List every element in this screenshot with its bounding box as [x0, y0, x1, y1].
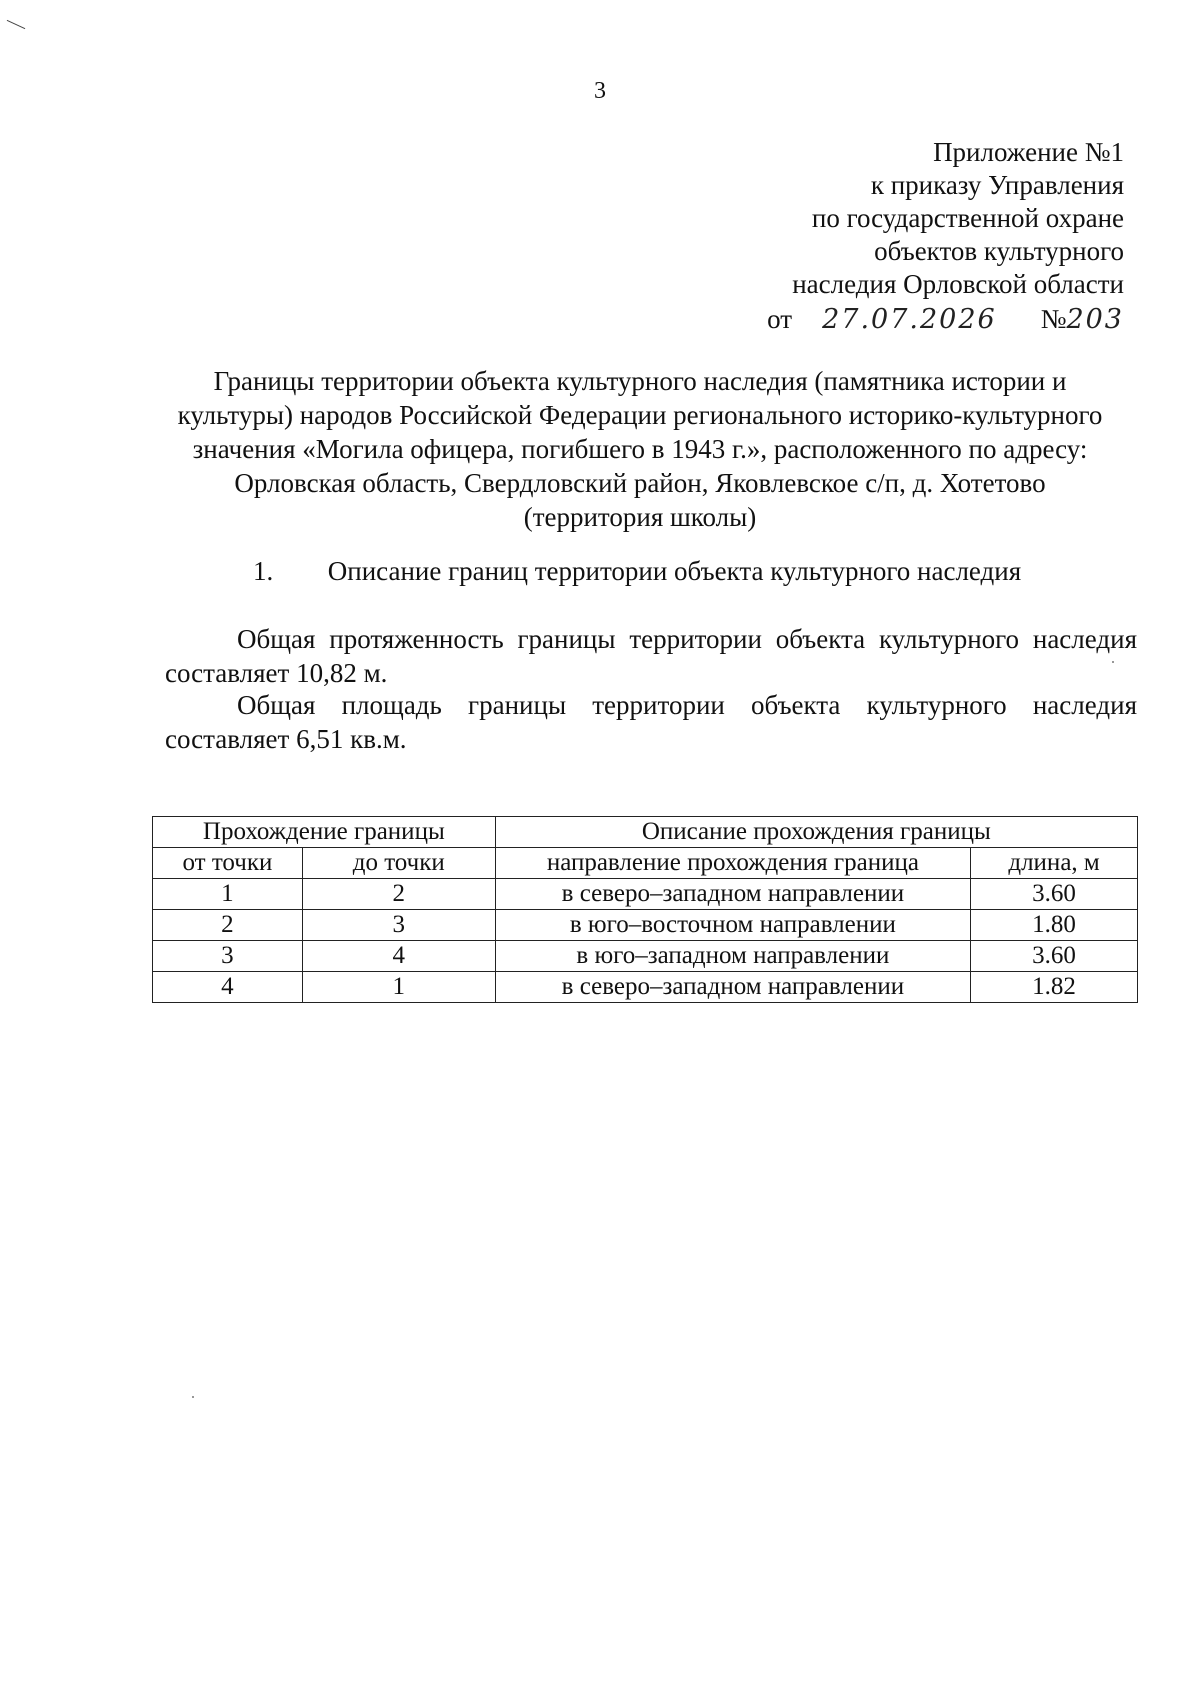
order-number: 203 — [1066, 304, 1124, 335]
column-header-length: длина, м — [971, 848, 1138, 879]
order-date: 27.07.2026 — [822, 304, 997, 335]
document-title — [150, 364, 1130, 534]
cell-to: 2 — [302, 879, 495, 910]
cell-to: 1 — [302, 972, 495, 1003]
title-line: (территория школы) — [523, 502, 757, 532]
table-row — [153, 941, 1138, 972]
paragraph-text: Общая площадь границы территории объекта культурного наследия составляет 6,51 кв.м. — [165, 690, 1137, 754]
cell-direction: в юго–восточном направлении — [495, 910, 970, 941]
cell-direction: в северо–западном направлении — [495, 879, 970, 910]
title-line: Орловская область, Свердловский район, Яковлевское с/п, д. Хотетово — [234, 468, 1046, 498]
cell-length: 1.80 — [971, 910, 1138, 941]
cell-from: 2 — [153, 910, 303, 941]
cell-length: 3.60 — [971, 879, 1138, 910]
number-prefix: № — [1040, 304, 1067, 334]
order-date-line — [767, 303, 1124, 336]
cell-length: 1.82 — [971, 972, 1138, 1003]
attachment-line: наследия Орловской области — [792, 269, 1124, 299]
column-header-from: от точки — [153, 848, 303, 879]
attachment-block — [767, 136, 1124, 336]
title-line: значения «Могила офицера, погибшего в 1943 г.», расположенного по адресу: — [192, 434, 1088, 464]
column-header-direction: направление прохождения граница — [495, 848, 970, 879]
cell-to: 3 — [302, 910, 495, 941]
attachment-line: объектов культурного — [874, 236, 1124, 266]
page-number: 3 — [594, 78, 606, 104]
title-line: Границы территории объекта культурного наследия (памятника истории и — [213, 366, 1067, 396]
cell-direction: в юго–западном направлении — [495, 941, 970, 972]
date-prefix: от — [767, 304, 793, 334]
section-number: 1. — [253, 556, 274, 586]
table-row — [153, 972, 1138, 1003]
scan-mark — [7, 20, 26, 29]
paragraph-length — [165, 622, 1137, 690]
group-header-description: Описание прохождения границы — [495, 817, 1137, 848]
cell-direction: в северо–западном направлении — [495, 972, 970, 1003]
table-row — [153, 879, 1138, 910]
cell-from: 1 — [153, 879, 303, 910]
group-header-passage: Прохождение границы — [153, 817, 496, 848]
cell-to: 4 — [302, 941, 495, 972]
title-line: культуры) народов Российской Федерации регионального историко-культурного — [177, 400, 1103, 430]
cell-from: 4 — [153, 972, 303, 1003]
table-row — [153, 910, 1138, 941]
attachment-line: Приложение №1 — [933, 137, 1124, 167]
table-group-header-row — [153, 817, 1138, 848]
attachment-line: к приказу Управления — [870, 170, 1124, 200]
boundary-table — [152, 816, 1138, 1003]
scan-speck — [192, 1396, 194, 1398]
section-heading — [253, 556, 1021, 587]
section-heading-text: Описание границ территории объекта культурного наследия — [327, 556, 1022, 586]
cell-length: 3.60 — [971, 941, 1138, 972]
paragraph-area — [165, 688, 1137, 756]
column-header-to: до точки — [302, 848, 495, 879]
attachment-line: по государственной охране — [811, 203, 1124, 233]
table-header-row — [153, 848, 1138, 879]
paragraph-text: Общая протяженность границы территории объекта культурного наследия составляет 10,82 м. — [165, 624, 1137, 688]
cell-from: 3 — [153, 941, 303, 972]
